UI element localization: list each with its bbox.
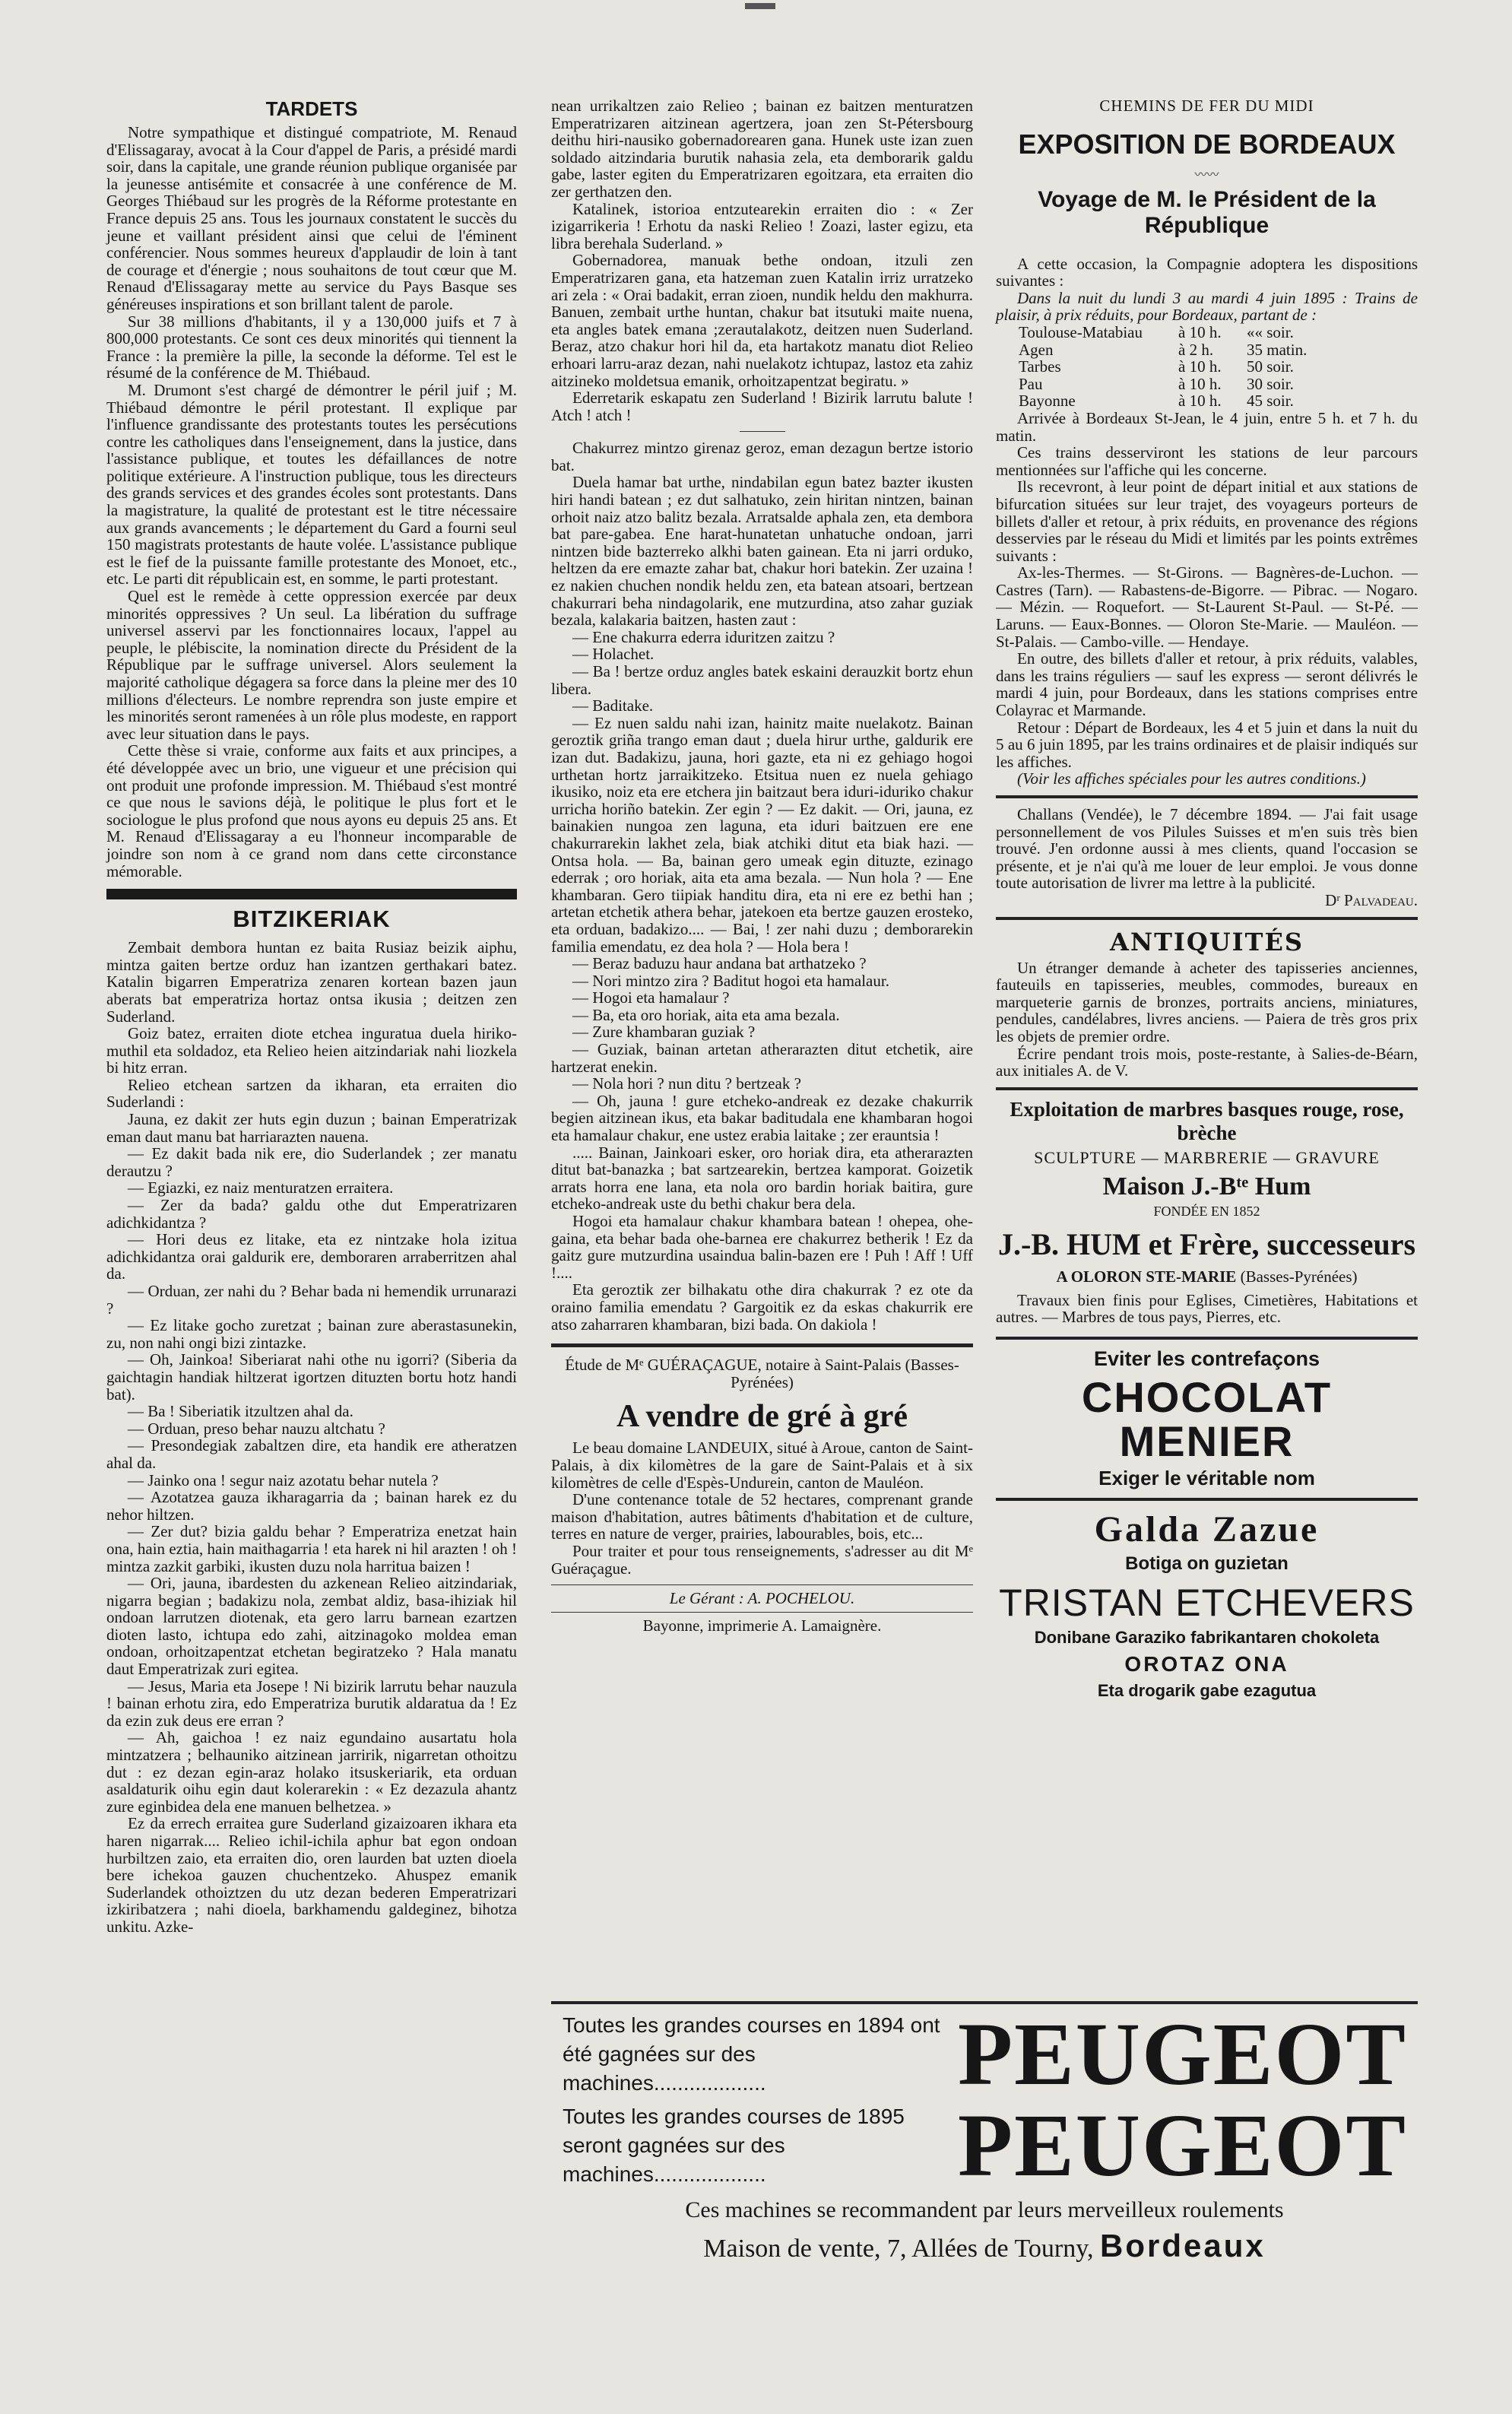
bitzikeriak-p: — Ah, gaichoa ! ez naiz egundaino ausartatu hola mintzatzera ; belhauniko aitzinean jarririk, nigarretan othoitzu dut : ez dezan egin-araz holako itsuskeriarik, eta orduan asaldaturik oihu egin daut kolerarekin : « Ez dezazula ahantz zure eginbidea dela ene manuen belhetzea. » [106,1728,517,1816]
story-p: Ederretarik eskapatu zen Suderland ! Bizirik larrutu balute ! Atch ! atch ! [551,389,973,424]
story-p: ..... Bainan, Jainkoari esker, oro horiak dira, eta atherarazten ditut bat-banazka ; bat sartzearekin, bertzea kamporat. Goizetik arrats horra ene lana, eta nola oro bardin horiak baitira, gure etcheko-andreak uste du bethi chakur bera dela. [551,1143,973,1213]
column-3 [996,97,1418,1701]
orotaz: OROTAZ ONA [1124,1651,1289,1676]
maison-hum: Maison J.-Bᵗᵉ Hum [1102,1172,1311,1201]
peugeot-row-1 [551,2004,1418,2104]
antiquites-text: Écrire pendant trois mois, poste-restante, à Salies-de-Béarn, aux initiales A. de V. [996,1044,1418,1080]
peugeot-logo: PEUGEOT [958,2004,1407,2104]
avendre-text: Pour traiter et pour tous renseignements, s'adresser au dit Mᵉ Guéraçague. [551,1541,973,1578]
peugeot-1895: Toutes les grandes courses de 1895 seront gagnées sur des machines................... [563,2105,905,2186]
peugeot-maison: Maison de vente, 7, Allées de Tourny, [703,2235,1094,2263]
bitzikeriak-p: — Azotatzea gauza ikharagarria da ; bainan harek ez du nehor hiltzen. [106,1488,517,1524]
story-p: — Ba ! bertze orduz angles batek eskaini derauzkit bortz ehun libera. [551,662,973,698]
train-text: Ils recevront, à leur point de départ initial et aux stations de bifurcation situées sur leur trajet, des voyageurs porteurs de billets d'aller et retour, à prix réduits, en provenance des régions desservies par le réseau du Midi et limités par les points extrêmes suivants : [996,477,1418,565]
story-p: Chakurrez mintzo girenaz geroz, eman dezagun bertze istorio bat. [551,439,973,474]
donibane: Donibane Garaziko fabrikantaren chokoleta [1034,1627,1380,1647]
column-1 [106,97,517,1936]
train-text: Retour : Départ de Bordeaux, les 4 et 5 juin et dans la nuit du 5 au 6 juin 1895, par les trains ordinaires et de plaisir indiqués sur les affiches. [996,718,1418,771]
story-p: — Ba, eta oro horiak, aita eta ama bezala. [572,1005,840,1024]
bitzikeriak-p: Relieo etchean sartzen da ikharan, eta erraiten dio Suderlandi : [106,1075,517,1112]
wavy-divider: 〰〰 [1194,168,1219,182]
peugeot-logo: PEUGEOT [958,2095,1407,2195]
bitzikeriak-p: — Egiazki, ez naiz menturatzen erraitera. [128,1178,394,1197]
schedule-time: «« soir. [1247,322,1294,341]
story-p: — Ez nuen saldu nahi izan, hainitz maite nuelakotz. Bainan geroztik griña trango eman daut ; duela hirur urthe, galdurik ere izan dut. Badakizu, jauna, hori gazte, eta ni ez gehiago hogoi urthetan hortz jarraikitzeko. Etsitua nuen ez nuela gehiago ikusiko, noiz eta ere etchera jin baitzaut bera iduri-iduriko chakur urricha horiño batekin. Zer egin ? — Ez dakit. — Ori, jauna, ez bainakien nungoa zen laguna, eta iduri baitzuen ere ene chakurrarekin lakhet zela, biak atchiki ditut eta biak hazi. — Ontsa hola. — Ba, bainan gero umeak egin dituzte, ezinago ederrak ; oro horiak, aita eta ama bezala. — Nun hola ? — Ene khambaran. Gero tiipiak handitu dira, eta ni ere ez bethi han ; artetan etchetik athera behar, jatekoen eta bertze gauzen erosteko, eta orduan, badakizo.... — Bai, ! zer nahi duzu ; demborarekin familia emendatu, ez dea hola ? — Hola bera ! [551,713,973,956]
scan-mark [745,3,775,9]
oloron: A OLORON STE-MARIE [1056,1267,1237,1286]
peugeot-bordeaux: Bordeaux [1099,2228,1266,2263]
column-2 [551,97,973,1634]
train-text: (Voir les affiches spéciales pour les autres conditions.) [1017,769,1366,788]
story-p: Gobernadorea, manuak bethe ondoan, itzuli zen Emperatrizaren gana, eta hatzeman zuen Katalin irriz urratzeko ari zela : « Orai badakit, erran zioen, nundik heldu den makhurra. Banuen, zembait urthe huntan, chakur bat itsutuki maite nuena, eta angles batek emana ;zerautalakotz, deitzen nuen Suderland. Beraz, atzo chakur hori hil da, eta hartakotz manatu diot Relieo erhoari larru-araz dezan, nahi nuelakotz ichtupaz, lastoz eta zahiz aitzineko moldetsua emanik, orhoitzapentzat begiratu. » [551,251,973,390]
section-divider [996,1337,1418,1340]
bitzikeriak-p: — Jesus, Maria eta Josepe ! Ni bizirik larrutu behar nauzula ! bainan erhotu zira, edo Emperatriza burutik aldaratua da ! Ez da ezin zuk deus ere erran ? [106,1676,517,1730]
train-text: Ces trains desserviront les stations de leur parcours mentionnées sur l'affiche qui les concerne. [996,443,1418,479]
schedule-city: Toulouse-Matabiau [1019,322,1143,341]
fondee: FONDÉE EN 1852 [1153,1204,1260,1220]
peugeot-roulements: Ces machines se recommandent par leurs merveilleux roulements [685,2197,1284,2222]
bitzikeriak-p: — Jainko ona ! segur naiz azotatu behar nutela ? [128,1470,439,1489]
section-divider [996,795,1418,798]
bitzikeriak-title: BITZIKERIAK [233,906,391,933]
divider [551,1612,973,1613]
peugeot-1894: Toutes les grandes courses en 1894 ont été gagnées sur des machines................... [563,2013,940,2095]
section-divider [551,1343,973,1347]
train-text: A cette occasion, la Compagnie adoptera les dispositions suivantes : [996,254,1418,290]
travaux: Travaux bien finis pour Eglises, Cimetières, Habitations et autres. — Marbres de tous pays, Pierres, etc. [996,1290,1418,1327]
voyage-title: Voyage de M. le Président de la République [1038,186,1376,238]
peugeot-ad [551,2001,1418,2305]
story-p: — Oh, jauna ! gure etcheko-andreak ez dezake chakurrik begien aitzinean ikus, eta bakar baditudala ene khambaran hogoi eta hamalaur chakur, ene ustez erabia laitake ; zer erauntsia ! [551,1091,973,1145]
bitzikeriak-p: Zembait dembora huntan ez baita Rusiaz beizik aiphu, mintza gaiten bertze orduz han izantzen gerthakari batez. Katalin bigarren Emperatriza zenaren kortean bazen jaun aberats bat emperatriza hortaz ontsa ikusia ; deitzen zen Suderland. [106,938,517,1026]
bitzikeriak-p: — Orduan, zer nahi du ? Behar bada ni hemendik urrunarazi ? [106,1282,517,1318]
hum-frere: J.-B. HUM et Frère, successeurs [997,1226,1416,1261]
story-p: Katalinek, istorioa entzutearekin erraiten dio : « Zer izigarrikeria ! Erhotu da naski Relieo ! Zoazi, laster egizu, eta libra berehala Suderland. » [551,199,973,252]
story-p: — Holachet. [572,645,655,664]
avendre-text: D'une contenance totale de 52 hectares, comprenant grande maison d'habitation, autres bâtiments d'habitation et de culture, terres en nature de verger, prairies, labourables, bois, etc... [551,1490,973,1543]
divider [551,1584,973,1585]
story-p: nean urrikaltzen zaio Relieo ; bainan ez baitzen menturatzen Emperatrizaren aitzinean agertzera, joan zen St-Pétersbourg deithu hiri-nausiko gobernadorearen gana. Hunek uste izan zuen soldado aitzindaria burutik nahasia zela, eta demborarik galdu gabe, laster egiten du Emperatrizaren egoitzara, eta erraiten dio zer gerthatzen den. [551,97,973,201]
bitzikeriak-p: Goiz batez, erraiten diote etchea inguratua duela hiriko-muthil eta soldadoz, eta Relieo heien aitzindariak nahi liozkela bi hitz erran. [106,1024,517,1077]
bitzikeriak-p: Ez da errech erraitea gure Suderland gizaizoaren ikhara eta haren nigarrak.... Relieo ichil-ichila aphur bat egon ondoan hurbiltzen zaio, eta erraiten dio, oren laurden bat uzten dioela bere ichekoa gauzen chuchentzeko. Ahuspez emanik Suderlandek othoiztzen du utz dezan bederen Emperatrizari izkiribatzera ; nahi dioela, barkhamendu galdeginez, bihotza unkitu. Azke- [106,1814,517,1936]
section-divider [996,917,1418,920]
marbre-sub: SCULPTURE — MARBRERIE — GRAVURE [1034,1147,1380,1167]
peugeot-maison-line [551,2228,1418,2264]
story-p: Hogoi eta hamalaur chakur khambara batean ! ohepea, ohe-gaina, eta behar bada ohe-barnea ere chakurrez betherik ! Ez da gaitz gure mutzurdina usaindua balin-bazen ere ! Puh ! Aff ! Uff !.... [551,1212,973,1282]
bitzikeriak-p: — Ori, jauna, ibardesten du azkenean Relieo aitzindariak, nigarra begian ; badakizu nola, zembat aldiz, basa-ihiziak hil ondoan larrutzen diotenak, eta gero larru barnean ezartzen dioten lasto, ichtupa edo zahi, aitzinagoko moldea eman ondoan, orhoitzapentzat etchetan begiratzeko ? Hala manatu daut Emperatrizak zuri egitea. [106,1574,517,1679]
train-text: En outre, des billets d'aller et retour, à prix réduits, valables, dans les trains réguliers — sauf les express — seront délivrés le mardi 4 juin, pour Bordeaux, dans les stations comprises entre Colayrac et Marmande. [996,649,1418,720]
peugeot-row-2 [551,2095,1418,2195]
chocolat: CHOCOLAT [1081,1372,1333,1421]
story-p: — Baditake. [572,696,654,715]
pilules-text: Challans (Vendée), le 7 décembre 1894. — J'ai fait usage personnellement de vos Pilules Suisses et m'en suis très bien trouvé. J'en ordonne aussi à mes clients, quand l'occasion se présente, et je n'ai qu'à me louer de leur emploi. Je vous donne toute autorisation de livrer ma lettre à la publicité. [996,805,1418,893]
menier: MENIER [1119,1416,1295,1465]
drogarik: Eta drogarik gabe ezagutua [1097,1680,1317,1700]
bitzikeriak-p: — Ba ! Siberiatik itzultzen ahal da. [128,1402,353,1421]
bitzikeriak-p: — Orduan, preso behar nauzu altchatu ? [128,1419,385,1438]
tardets-p1: Notre sympathique et distingué compatriote, M. Renaud d'Elissagaray, avocat à la Cour d'appel de Paris, a présidé mardi soir, dans la capitale, une grande réunion publique organisée par la jeunesse antisémite et consacrée à une conférence de M. Georges Thiébaud sur les progrès de la Réforme protestante en France depuis 25 ans. Tous les journaux constatent le succès du jeune et vaillant président ainsi que celui de l'éminent conférencier. Nous sommes heureux d'applaudir de loin à tant de courage et d'énergie ; nous souhaitons de tout cœur que M. Renaud d'Elissagaray mette au service du Pays Basque ses généreuses inspirations et son brillant talent de parole. [106,123,517,313]
exiger: Exiger le véritable nom [1098,1466,1315,1489]
galda-zazue: Galda Zazue [1094,1508,1320,1550]
story-p: — Nola hori ? nun ditu ? bertzeak ? [572,1074,801,1093]
schedule-city: Pau [1019,374,1043,393]
schedule-hour: à 2 h. [1178,340,1214,359]
story-p: — Beraz baduzu haur andana bat arthatzeko ? [572,954,867,973]
pilules-signature: Dʳ Palvadeau. [1325,890,1418,909]
schedule-time: 30 soir. [1247,374,1294,393]
story-p: — Zure khambaran guziak ? [572,1023,756,1042]
train-schedule [996,324,1418,410]
story-p: — Ene chakurra ederra iduritzen zaitzu ? [572,627,835,646]
bitzikeriak-p: — Oh, Jainkoa! Siberiarat nahi othe nu igorri? (Siberia da gaichtagin handiak hiltzerat igortzen dituzten bortu hotz handi bat). [106,1350,517,1404]
schedule-hour: à 10 h. [1178,392,1222,411]
bitzikeriak-p: — Zer da bada? galdu othe dut Emperatrizaren adichkidantza ? [106,1196,517,1232]
antiquites-text: Un étranger demande à acheter des tapisseries anciennes, fauteuils en tapisseries, meubles, commodes, bureaux en marqueterie garnis de bronzes, portraits anciens, miniatures, pendules, candélabres, livres anciens. — Paiera de très gros prix les objets de premier ordre. [996,958,1418,1045]
train-text: Arrivée à Bordeaux St-Jean, le 4 juin, entre 5 h. et 7 h. du matin. [996,408,1418,445]
tristan: TRISTAN ETCHEVERS [999,1581,1415,1624]
schedule-city: Agen [1019,340,1054,359]
train-text: Ax-les-Thermes. — St-Girons. — Bagnères-de-Luchon. — Castres (Tarn). — Rabastens-de-Bigorre. — Pibrac. — Nogaro. — Mézin. — Roquefort. — St-Laurent St-Paul. — St-Pé. — Laruns. — Eaux-Bonnes. — Oloron Ste-Marie. — Mauléon. — St-Palais. — Cambo-ville. — Hendaye. [996,563,1418,651]
schedule-time: 35 matin. [1247,340,1308,359]
story-p: — Nori mintzo zira ? Baditut hogoi eta hamalaur. [572,971,889,990]
botiga: Botiga on guzietan [1125,1553,1289,1574]
bitzikeriak-p: — Ez litake gocho zuretzat ; bainan zure aberastasunekin, zu, non nahi ongi bizi zintazke. [106,1316,517,1352]
chemins-header: CHEMINS DE FER DU MIDI [1099,97,1314,115]
eviter: Eviter les contrefaçons [1093,1347,1320,1370]
bitzikeriak-p: — Zer dut? bizia galdu behar ? Emperatriza enetzat hain ona, hain eztia, hain maithagarria ! eta harek ni hil arazten ! oh ! mintza zazkit garbiki, ikusten duzu nola harritua baizen ! [106,1522,517,1575]
tardets-p3: M. Drumont s'est chargé de démontrer le péril juif ; M. Thiébaud démontre le péril protestant. Il explique par l'influence grandissante des protestants toutes les persécutions contre les catholiques dans l'enseignement, dans la justice, dans l'assistance publique, et toutes les défaillances de notre politique extérieure. A l'instruction publique, tous les directeurs des grands services et des grandes écoles sont protestants. Dans la magistrature, la qualité de protestant est le titre nécessaire aux grands avancements ; le département du Gard a fourni seul 150 magistrats protestants de haute volée. L'assistance publique est le fief de la puissante famille protestante des Monoet, etc., etc. Le parti dit républicain est, en somme, le parti protestant. [106,380,517,588]
schedule-hour: à 10 h. [1178,322,1222,341]
tardets-title: TARDETS [265,97,358,120]
small-divider [740,431,785,432]
schedule-time: 50 soir. [1247,357,1294,376]
tardets-p2: Sur 38 millions d'habitants, il y a 130,000 juifs et 7 à 800,000 protestants. Ce sont ces deux minorités qui tiennent la France : la première la pille, la seconde la déforme. Tel est le résumé de la conférence de M. Thiébaud. [106,312,517,382]
story-p: — Hogoi eta hamalaur ? [572,988,730,1007]
oloron-dept: (Basses-Pyrénées) [1240,1267,1358,1286]
bitzikeriak-p: — Hori deus ez litake, eta ez nintzake hola izitua adichkidantza orai galdurik ere, demboraren arraberritzen ahal da. [106,1230,517,1283]
bitzikeriak-p: — Presondegiak zabaltzen dire, eta handik ere atheratzen ahal da. [106,1436,517,1472]
exposition-title: EXPOSITION DE BORDEAUX [1018,128,1396,160]
section-divider [996,1498,1418,1501]
section-divider [106,889,517,899]
train-text: Dans la nuit du lundi 3 au mardi 4 juin 1895 : Trains de plaisir, à prix réduits, pour Bordeaux, partant de : [996,288,1418,325]
tardets-p4: Quel est le remède à cette oppression exercée par deux minorités oppressives ? Un seul. La libération du suffrage universel asservi par les fonctionnaires locaux, l'appel au peuple, le plébiscite, la nomination directe du Président de la République par le suffrage universel. Alors seulement la majorité catholique dégagera sa force dans la pleine mer des 10 millions d'électeurs. Le nombre reprendra son juste empire et les minorités seront ramenées à un rôle plus modeste, en rapport avec leur situation dans le pays. [106,587,517,743]
antiquites-title: ANTIQUITÉS [1110,927,1304,956]
avendre-text: Le beau domaine LANDEUIX, situé à Aroue, canton de Saint-Palais, à dix kilomètres de la gare de Saint-Palais et à six kilomètres de celle d'Espès-Undurein, canton de Mauléon. [551,1439,973,1492]
schedule-city: Tarbes [1019,357,1061,376]
imprimerie: Bayonne, imprimerie A. Lamaignère. [642,1616,882,1635]
tardets-p5: Cette thèse si vraie, conforme aux faits et aux principes, a été développée avec un brio, une vigueur et une précision qui ont produit une profonde impression. M. Thiébaud s'est montré ce que nous le savions déjà, le politique le plus fort et le sociologue le plus profond que nous ayons eu depuis 25 ans. Et M. Renaud d'Elissagaray a eu l'honneur incomparable de joindre son nom à ce grand nom dans cette circonstance mémorable. [106,741,517,880]
etude-line: Étude de Mᵉ GUÉRAÇAGUE, notaire à Saint-Palais (Basses-Pyrénées) [565,1356,959,1391]
gerant: Le Gérant : A. POCHELOU. [669,1589,855,1608]
section-divider [996,1087,1418,1090]
schedule-time: 45 soir. [1247,392,1294,411]
schedule-hour: à 10 h. [1178,357,1222,376]
oloron-line [996,1268,1418,1286]
schedule-city: Bayonne [1019,392,1076,411]
bitzikeriak-p: Jauna, ez dakit zer huts egin duzun ; bainan Emperatrizak eman daut manu bat harriarazten nauena. [106,1110,517,1146]
story-p: — Guziak, bainan artetan atherarazten ditut etchetik, aire hartzerat enekin. [551,1040,973,1076]
schedule-hour: à 10 h. [1178,374,1222,393]
story-p: Duela hamar bat urthe, nindabilan egun batez bazter ikusten hiri handi batean ; ez dut salhatuko, zein hiritan nintzen, bainan orhoit naiz atzo balitz bezala. Arratsalde aphala zen, eta dembora bat pare-gabea. Ene harat-hunatetan unhatuche ondoan, jarri nintzen bide bazterreko alkhi baten gainean. Eta ni jarri orduko, heltzen da ere emazte zahar bat, chakur hori batekin. Zer uzaina ! ez nakien chuchen nondik heldu zen, eta batean atsoari, bertzean chakurrari beha nindagolarik, ene mutzurdina, atso zahar guziak bezala, kalakaria baitzen, hasten zaut : [551,473,973,630]
bitzikeriak-p: — Ez dakit bada nik ere, dio Suderlandek ; zer manatu derautzu ? [106,1144,517,1180]
story-p: Eta geroztik zer bilhakatu othe dira chakurrak ? ez ote da oraino familia emendatu ? Gargoitik ez da eskas chakurrik ere atso zaharraren khambaran, bizi bada. On dakiola ! [551,1280,973,1334]
marbre-title: Exploitation de marbres basques rouge, rose, brèche [1010,1097,1404,1144]
avendre-title: A vendre de gré à gré [617,1399,908,1435]
